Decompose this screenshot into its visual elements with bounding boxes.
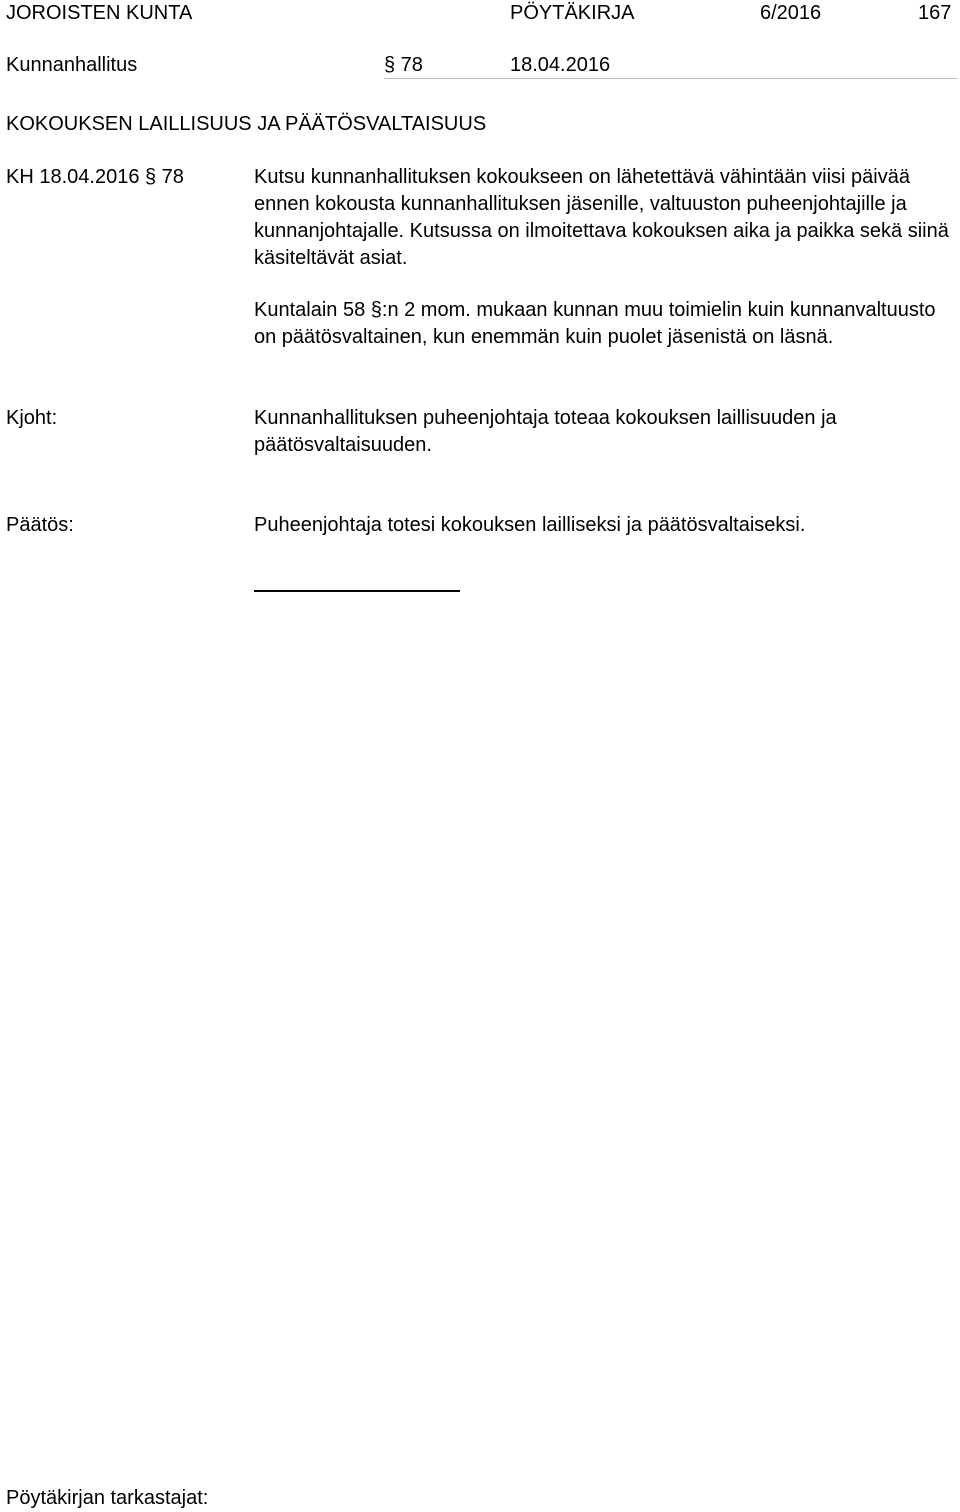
decision-text: Puheenjohtaja totesi kokouksen lailliseksi ja päätösvaltaiseksi. xyxy=(254,514,806,536)
proposal-text: Kunnanhallituksen puheenjohtaja toteaa kokouksen laillisuuden ja päätösvaltaisuuden. xyxy=(254,407,837,456)
reviewers-label: Pöytäkirjan tarkastajat: xyxy=(6,1487,209,1509)
end-rule xyxy=(254,590,460,592)
meeting-date: 18.04.2016 xyxy=(510,54,611,76)
body-paragraph-1: Kutsu kunnanhallituksen kokoukseen on lähetettävä vähintään viisi päivää ennen kokousta kunnanhallituksen jäsenille, valtuuston puheenjohtajille ja kunnanjohtajalle. Kutsussa on ilmoitettava kokouksen aika ja paikka sekä siinä käsiteltävät asiat. xyxy=(254,166,949,269)
proposal-label: Kjoht: xyxy=(6,407,58,429)
body-name: Kunnanhallitus xyxy=(6,54,138,76)
item-reference: KH 18.04.2016 § 78 xyxy=(6,166,184,188)
page-title: KOKOUKSEN LAILLISUUS JA PÄÄTÖSVALTAISUUS xyxy=(6,113,487,135)
header-divider xyxy=(384,78,958,79)
page-number: 167 xyxy=(918,2,952,24)
org-name: JOROISTEN KUNTA xyxy=(6,2,193,24)
section-number: § 78 xyxy=(384,54,423,76)
doc-type: PÖYTÄKIRJA xyxy=(510,2,635,24)
decision-label: Päätös: xyxy=(6,514,74,536)
doc-number: 6/2016 xyxy=(760,2,822,24)
body-paragraph-2: Kuntalain 58 §:n 2 mom. mukaan kunnan muu toimielin kuin kunnanvaltuusto on päätösvaltainen, kun enemmän kuin puolet jäsenistä on läsnä. xyxy=(254,299,936,348)
